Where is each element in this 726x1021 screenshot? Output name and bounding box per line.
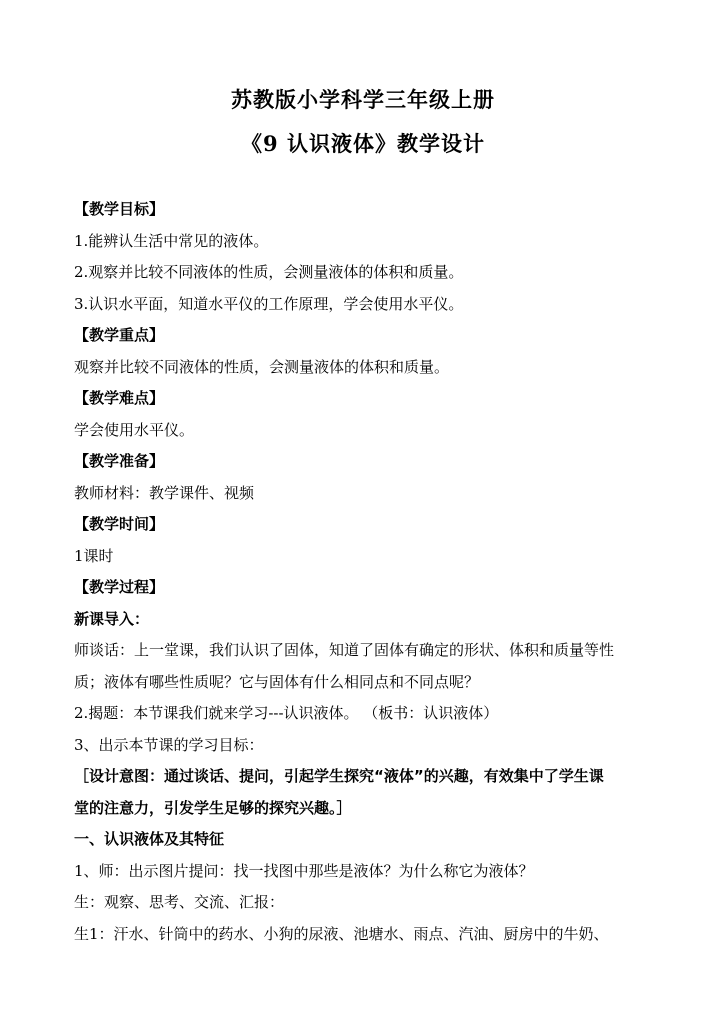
- key-points-heading: 【教学重点】: [74, 326, 165, 344]
- objective-3: 3.认识水平面，知道水平仪的工作原理，学会使用水平仪。: [74, 294, 464, 313]
- document-title-line-1: 苏教版小学科学三年级上册: [231, 87, 495, 112]
- preparation-heading: 【教学准备】: [74, 452, 165, 470]
- key-points-text: 观察并比较不同液体的性质，会测量液体的体积和质量。: [74, 357, 450, 376]
- process-heading: 【教学过程】: [74, 578, 165, 596]
- part-1-heading: 一、认识液体及其特征: [74, 830, 225, 848]
- objective-2: 2.观察并比较不同液体的性质，会测量液体的体积和质量。: [74, 263, 464, 281]
- preparation-text: 教师材料：教学课件、视频: [74, 483, 255, 502]
- step-3-text: 3、出示本节课的学习目标：: [74, 735, 264, 754]
- objective-1: 1.能辨认生活中常见的液体。: [74, 231, 269, 250]
- intro-line-2: 质；液体有哪些性质呢？它与固体有什么相同点和不同点呢？: [74, 672, 480, 691]
- time-text: 1课时: [74, 546, 114, 565]
- difficulties-heading: 【教学难点】: [74, 389, 165, 407]
- part-1-student-1: 生1：汗水、针筒中的药水、小狗的尿液、池塘水、雨点、汽油、厨房中的牛奶、: [74, 924, 609, 943]
- part-1-students: 生：观察、思考、交流、汇报：: [74, 893, 285, 911]
- time-heading: 【教学时间】: [74, 515, 165, 533]
- document-body: [74, 194, 654, 950]
- design-intent-line-1: ［设计意图：通过谈话、提问，引起学生探究“液体”的兴趣，有效集中了学生课: [74, 767, 604, 785]
- intro-line-1: 师谈话：上一堂课，我们认识了固体，知道了固体有确定的形状、体积和质量等性: [74, 641, 615, 659]
- design-intent-line-2: 堂的注意力，引发学生足够的探究兴趣。］: [74, 798, 352, 817]
- difficulties-text: 学会使用水平仪。: [74, 420, 195, 439]
- objectives-heading: 【教学目标】: [74, 200, 165, 218]
- document-title-line-2: 《9 认识液体》教学设计: [241, 131, 485, 156]
- part-1-question: 1、师：出示图片提问：找一找图中那些是液体？为什么称它为液体？: [74, 861, 534, 880]
- step-2-text: 2.揭题：本节课我们就来学习---认识液体。 （板书：认识液体）: [74, 704, 499, 722]
- intro-heading: 新课导入：: [74, 609, 150, 628]
